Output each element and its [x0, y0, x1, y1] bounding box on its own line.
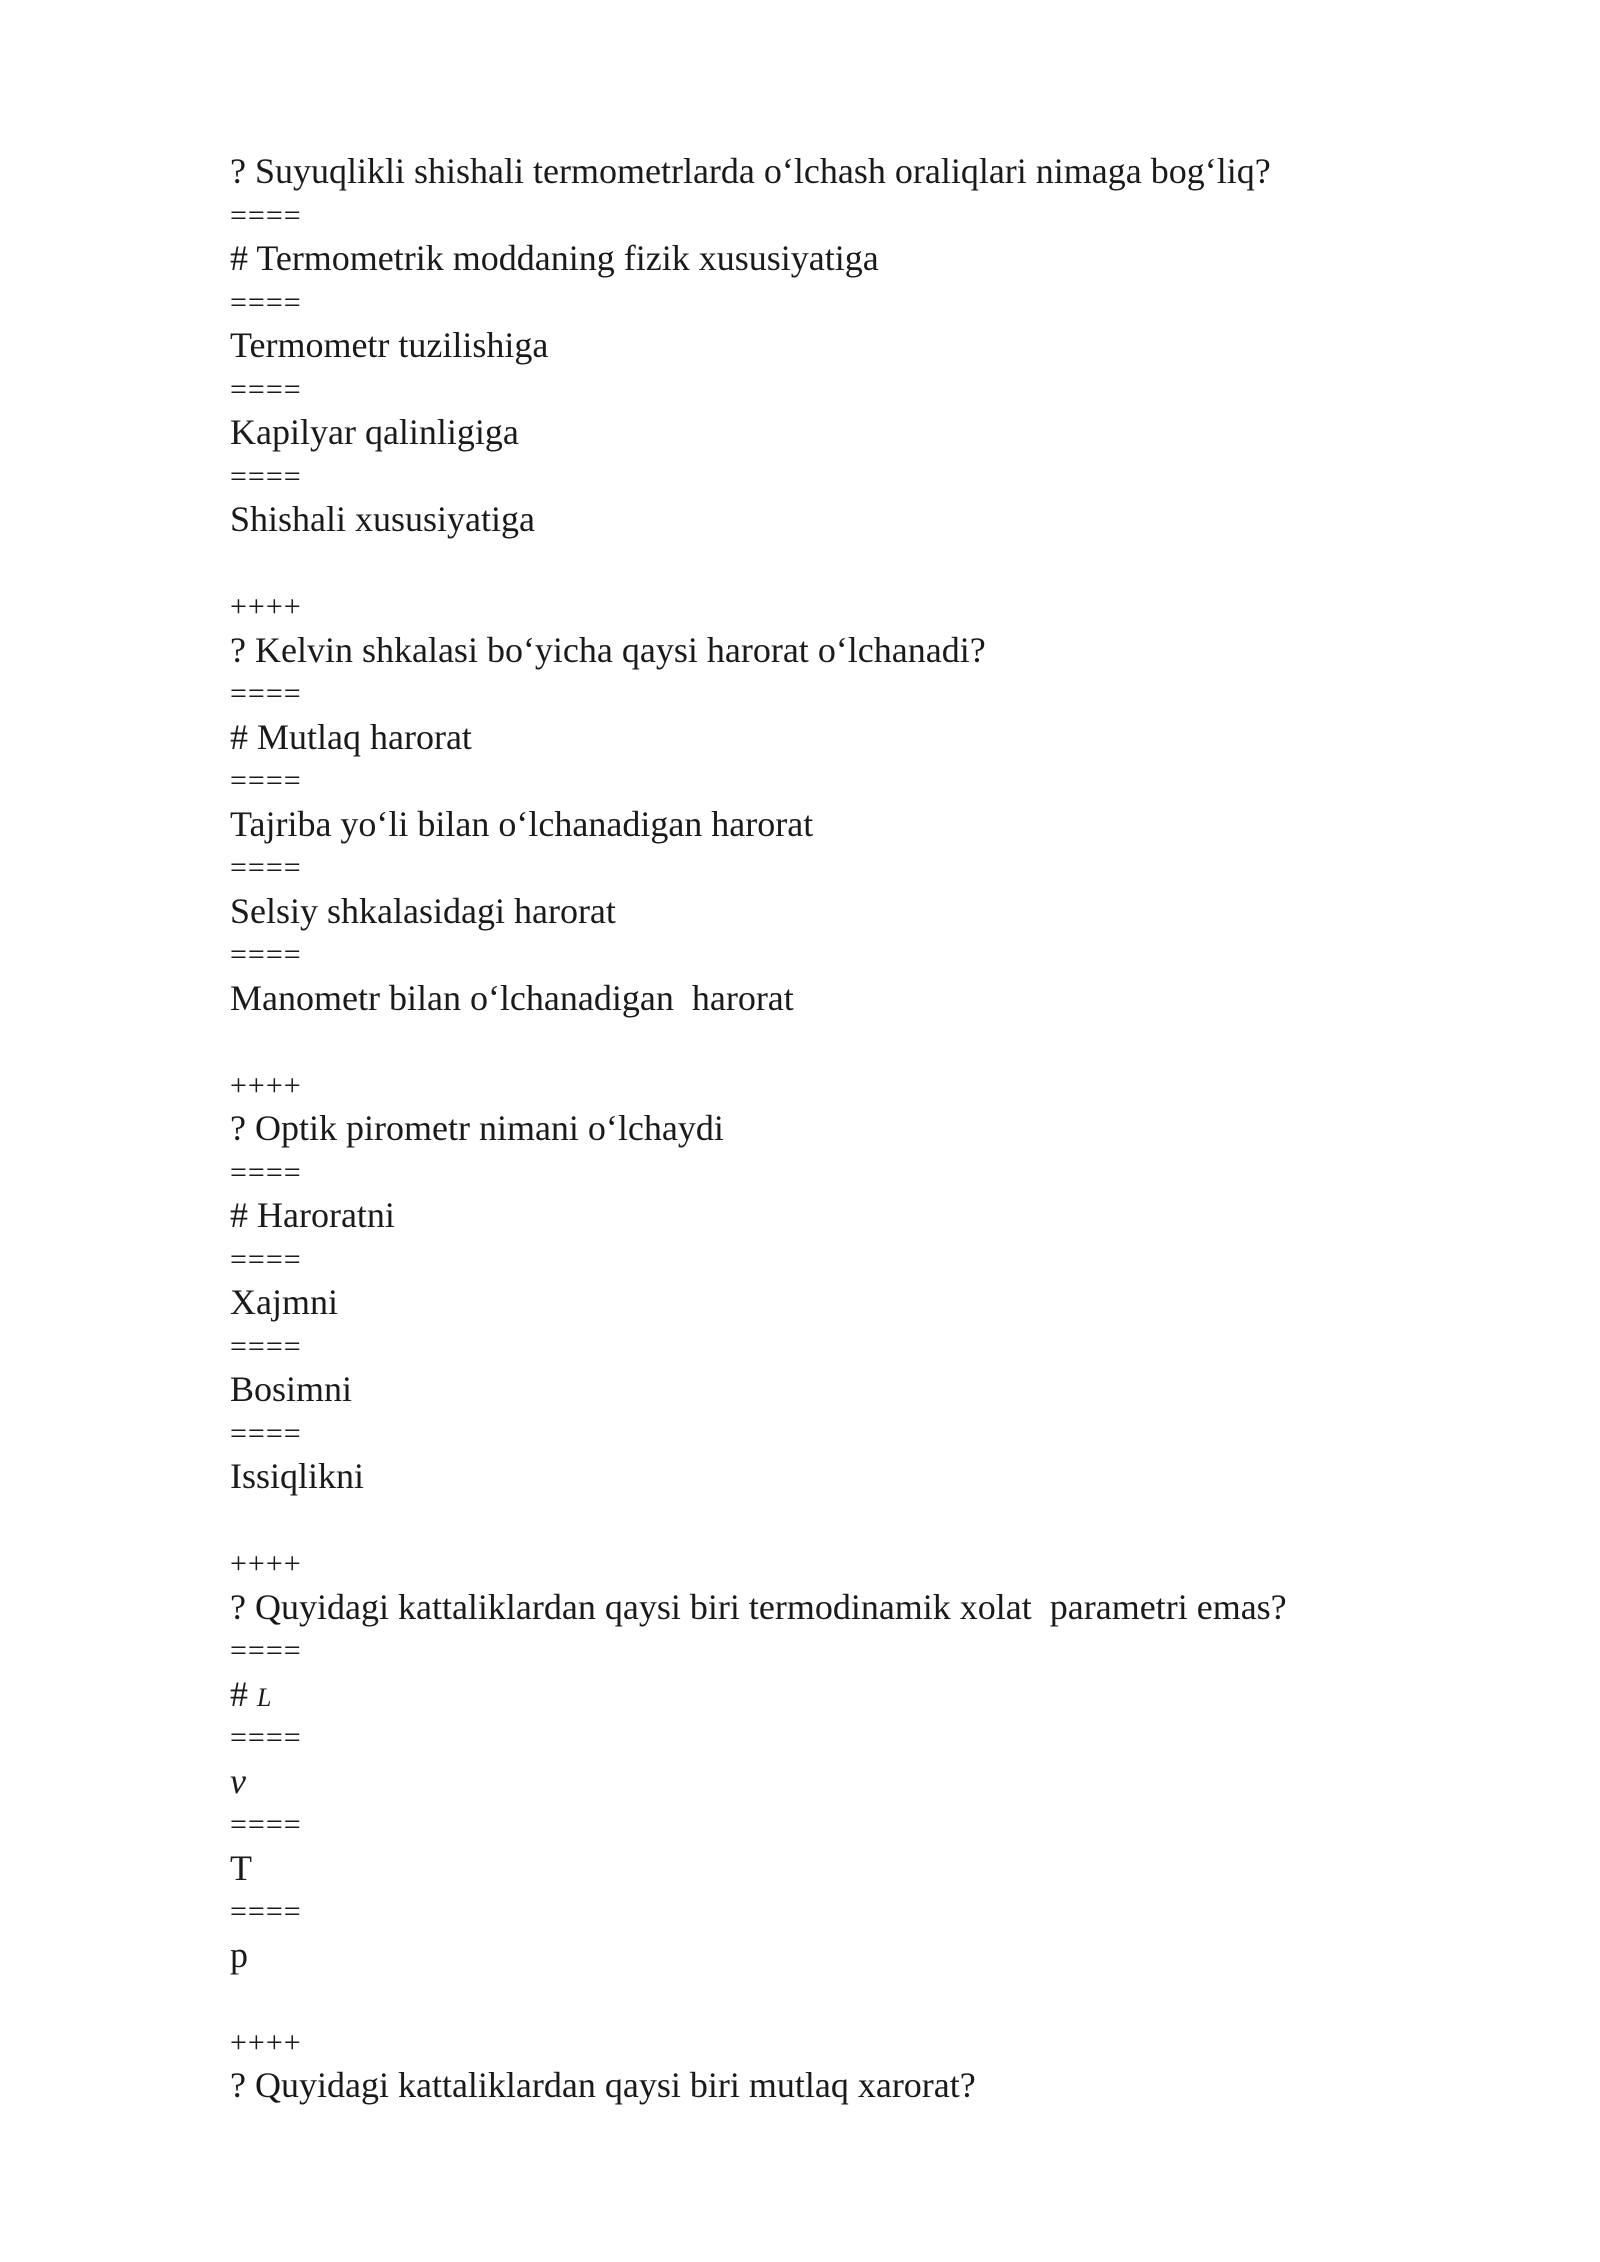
document-body: [230, 150, 1430, 2108]
answer-text: Bosimni: [230, 1369, 353, 1409]
block-separator: ++++: [230, 2025, 302, 2059]
option-separator: ====: [230, 459, 302, 493]
correct-marker: #: [230, 238, 257, 278]
answer-option: [230, 1455, 1430, 1499]
option-separator: ====: [230, 1721, 302, 1754]
question-text: ? Optik pirometr nimani o‘lchaydi: [230, 1108, 724, 1148]
correct-marker: #: [230, 1673, 257, 1714]
question-block: [230, 1107, 1430, 1499]
answer-text: Tajriba yo‘li bilan o‘lchanadigan harorat: [230, 803, 814, 844]
block-separator: ++++: [230, 1068, 302, 1102]
answer-text: Shishali xususiyatiga: [230, 499, 535, 539]
option-separator: ====: [230, 1155, 302, 1189]
option-separator: ====: [230, 1329, 302, 1363]
answer-text: Xajmni: [230, 1282, 338, 1322]
blank-line: [230, 1977, 1430, 2021]
answer-option: [230, 1673, 1430, 1717]
answer-text: T: [230, 1847, 252, 1888]
question-block: [230, 1586, 1430, 1978]
option-separator: ====: [230, 677, 302, 710]
answer-text: Issiqlikni: [230, 1456, 365, 1496]
answer-text: Haroratni: [257, 1195, 395, 1235]
answer-option: [230, 324, 1430, 368]
option-separator: ====: [230, 938, 302, 971]
correct-marker: #: [230, 716, 257, 757]
answer-text: p: [230, 1934, 248, 1975]
block-separator: ++++: [230, 590, 302, 623]
question-block: [230, 150, 1430, 542]
answer-option: [230, 1368, 1430, 1412]
option-separator: ====: [230, 1634, 302, 1667]
question-text: ? Kelvin shkalasi bo‘yicha qaysi harorat o‘lchanadi?: [230, 629, 986, 670]
correct-marker: #: [230, 1195, 257, 1235]
option-separator: ====: [230, 1416, 302, 1450]
answer-text: Termometr tuzilishiga: [230, 325, 549, 365]
block-separator: ++++: [230, 1547, 302, 1580]
answer-option: [230, 411, 1430, 455]
answer-option: [230, 237, 1430, 281]
answer-option: [230, 1194, 1430, 1238]
question-block: [230, 629, 1430, 1021]
question-text: ? Suyuqlikli shishali termometrlarda o‘lchash oraliqlari nimaga bog‘liq?: [230, 151, 1271, 191]
answer-option: [230, 1847, 1430, 1891]
answer-text: Selsiy shkalasidagi harorat: [230, 890, 616, 931]
answer-option: [230, 977, 1430, 1021]
option-separator: ====: [230, 764, 302, 797]
option-separator: ====: [230, 1242, 302, 1276]
answer-option: [230, 1281, 1430, 1325]
answer-option: [230, 716, 1430, 760]
answer-text: Mutlaq harorat: [257, 716, 472, 757]
option-separator: ====: [230, 198, 302, 232]
option-separator: ====: [230, 1895, 302, 1928]
blank-line: [230, 1499, 1430, 1543]
option-separator: ====: [230, 1808, 302, 1841]
question-text: ? Quyidagi kattaliklardan qaysi biri termodinamik xolat parametri emas?: [230, 1586, 1287, 1627]
answer-option: [230, 498, 1430, 542]
blank-line: [230, 542, 1430, 586]
answer-text: v: [230, 1760, 246, 1801]
answer-text: Manometr bilan o‘lchanadigan harorat: [230, 977, 794, 1018]
option-separator: ====: [230, 851, 302, 884]
answer-option: [230, 890, 1430, 934]
answer-text: Kapilyar qalinligiga: [230, 412, 519, 452]
answer-option: [230, 1760, 1430, 1804]
question-block: [230, 2064, 1430, 2108]
option-separator: ====: [230, 285, 302, 319]
answer-option: [230, 803, 1430, 847]
answer-text: L: [257, 1682, 272, 1712]
blank-line: [230, 1020, 1430, 1064]
question-text: ? Quyidagi kattaliklardan qaysi biri mutlaq xarorat?: [230, 2065, 976, 2105]
answer-text: Termometrik moddaning fizik xususiyatiga: [256, 238, 879, 278]
answer-option: [230, 1934, 1430, 1978]
option-separator: ====: [230, 372, 302, 406]
